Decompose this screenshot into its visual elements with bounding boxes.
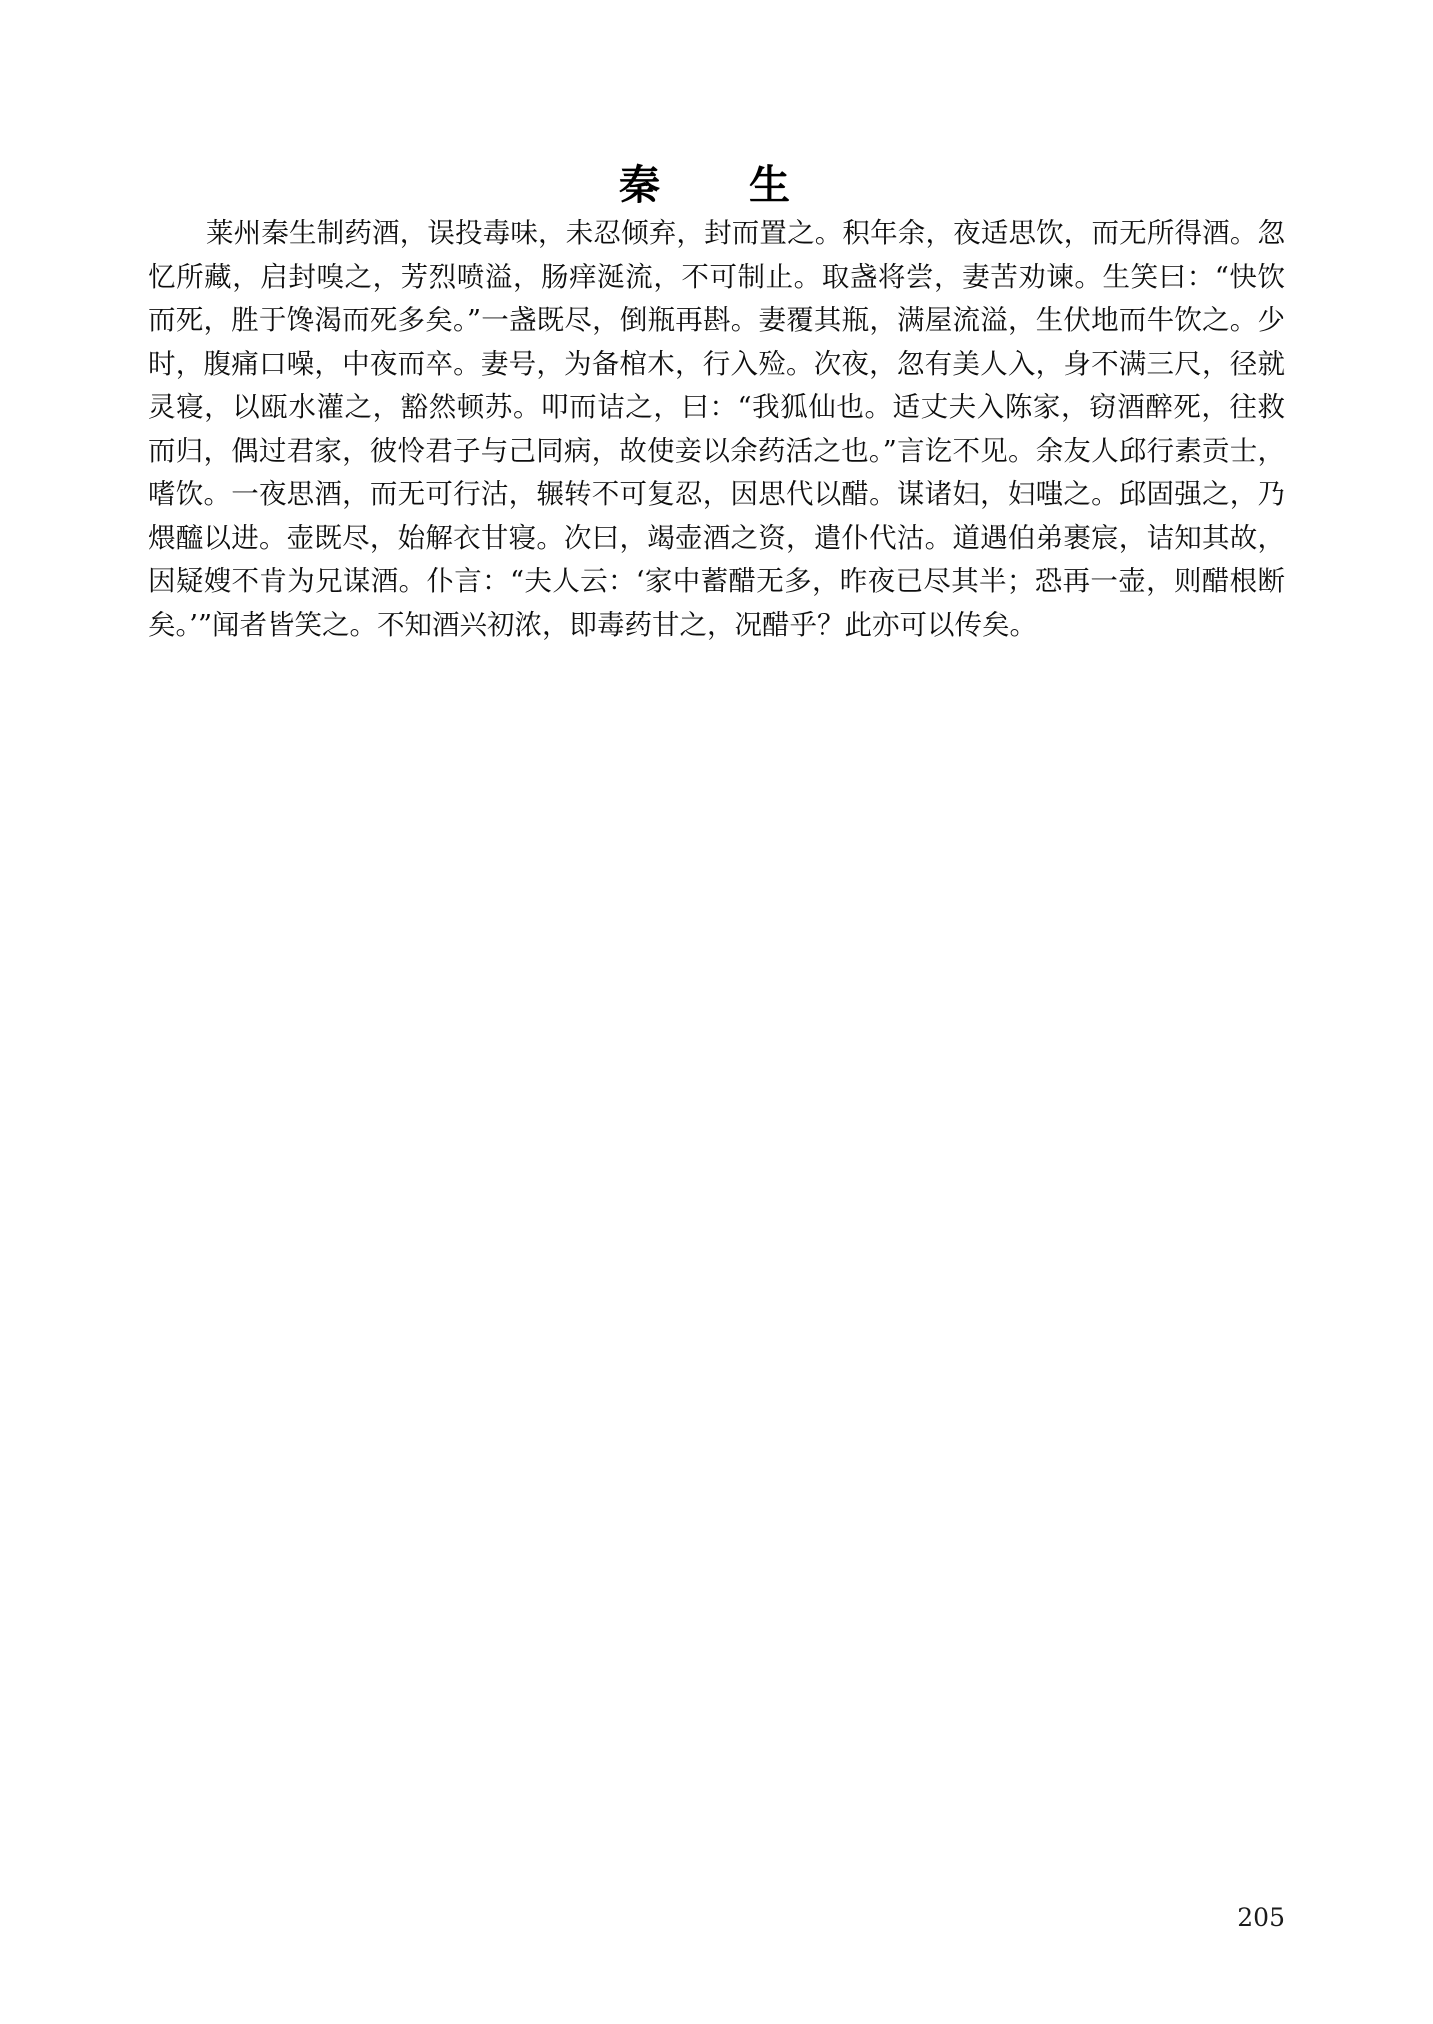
body-paragraph: 莱州秦生制药酒，误投毒味，未忍倾弃，封而置之。积年余，夜适思饮，而无所得酒。忽忆所藏，启封嗅之，芳烈喷溢，肠痒涎流，不可制止。取盏将尝，妻苦劝谏。生笑曰：“快饮而死，胜于馋渴而死多矣。”一盏既尽，倒瓶再斟。妻覆其瓶，满屋流溢，生伏地而牛饮之。少时，腹痛口噪，中夜而卒。妻号，为备棺木，行入殓。次夜，忽有美人入，身不满三尺，径就灵寝，以瓯水灌之，豁然顿苏。叩而诘之，曰：“我狐仙也。适丈夫入陈家，窃酒醉死，往救而归，偶过君家，彼怜君子与己同病，故使妾以余药活之也。”言讫不见。余友人邱行素贡士，嗜饮。一夜思酒，而无可行沽，辗转不可复忍，因思代以醋。谋诸妇，妇嗤之。邱固强之，乃煨醯以进。壶既尽，始解衣甘寝。次曰，竭壶酒之资，遣仆代沽。道遇伯弟裹宸，诘知其故，因疑嫂不肯为兄谋酒。仆言：“夫人云：‘家中蓄醋无多，昨夜已尽其半；恐再一壶，则醋根断矣。’”闻者皆笑之。不知酒兴初浓，即毒药甘之，况醋乎？此亦可以传矣。 [148, 217, 1285, 641]
page-title: 秦 生 [619, 161, 814, 210]
page-number: 205 [1237, 1903, 1285, 1932]
